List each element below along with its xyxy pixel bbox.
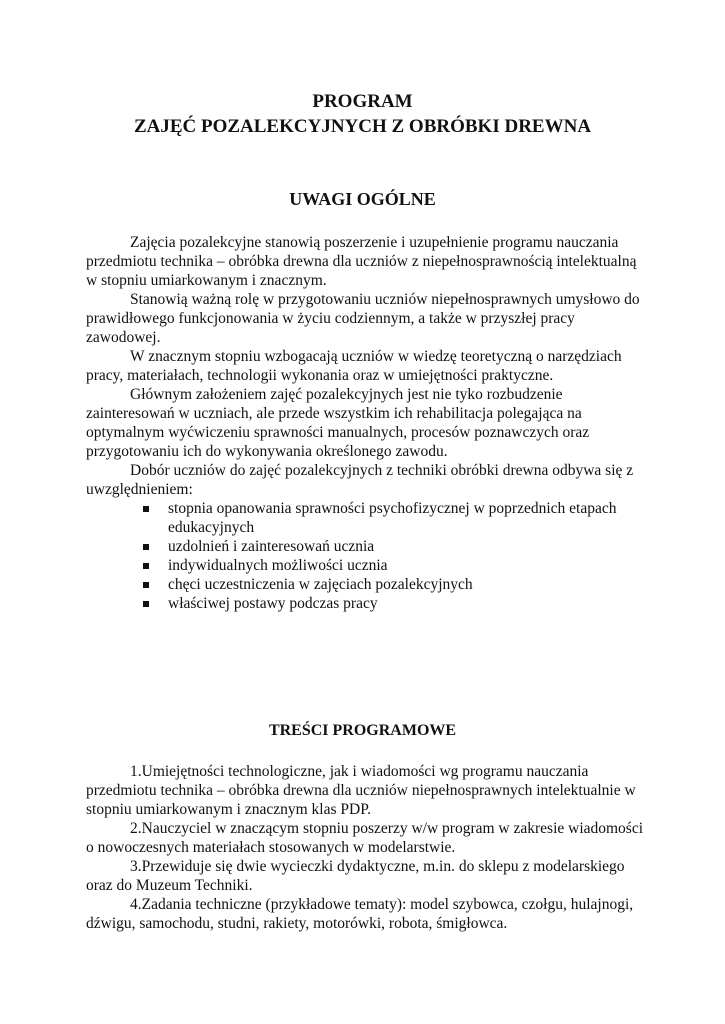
list-item xyxy=(86,499,646,537)
list-item xyxy=(86,556,646,575)
square-bullet-icon xyxy=(143,601,149,607)
square-bullet-icon xyxy=(143,506,149,512)
list-item xyxy=(86,575,646,594)
list-item-text: uzdolnień i zainteresowań ucznia xyxy=(168,538,375,555)
paragraph: Stanowią ważną rolę w przygotowaniu uczniów niepełnosprawnych umysłowo do prawidłowego funkcjonowania w życiu codziennym, a także w przyszłej pracy zawodowej. xyxy=(86,291,640,346)
square-bullet-icon xyxy=(143,563,149,569)
section-heading-uwagi-ogolne: UWAGI OGÓLNE xyxy=(289,189,436,209)
program-point: 3.Przewiduje się dwie wycieczki dydaktyczne, m.in. do sklepu z modelarskiego oraz do Muzeum Techniki. xyxy=(86,858,625,894)
title-line-2: ZAJĘĆ POZALEKCYJNYCH Z OBRÓBKI DREWNA xyxy=(133,116,592,137)
document-title xyxy=(0,89,725,139)
list-item-text: właściwej postawy podczas pracy xyxy=(168,595,378,612)
paragraph: Zajęcia pozalekcyjne stanowią poszerzenie i uzupełnienie programu nauczania przedmiotu technika – obróbka drewna dla uczniów z niepełnosprawnością intelektualną w stopniu umiarkowanym i znacznym. xyxy=(86,234,637,289)
square-bullet-icon xyxy=(143,544,149,550)
program-content-section xyxy=(86,762,646,933)
section-heading-tresci-programowe: TREŚCI PROGRAMOWE xyxy=(268,722,457,739)
list-item xyxy=(86,537,646,556)
list-item xyxy=(86,594,646,613)
criteria-list xyxy=(86,499,646,613)
title-line-1: PROGRAM xyxy=(312,91,413,112)
paragraph: Dobór uczniów do zajęć pozalekcyjnych z techniki obróbki drewna odbywa się z uwzględnieniem: xyxy=(86,462,634,498)
program-point: 2.Nauczyciel w znaczącym stopniu poszerzy w/w program w zakresie wiadomości o nowoczesnych materiałach stosowanych w modelarstwie. xyxy=(86,820,644,856)
list-item-text: stopnia opanowania sprawności psychofizycznej w poprzednich etapach edukacyjnych xyxy=(168,500,617,536)
program-point: 1.Umiejętności technologiczne, jak i wiadomości wg programu nauczania przedmiotu technika – obróbka drewna dla uczniów niepełnosprawnych intelektualnie w stopniu umiarkowanym i znacznym klas PDP. xyxy=(86,763,636,818)
program-point: 4.Zadania techniczne (przykładowe tematy): model szybowca, czołgu, hulajnogi, dźwigu, samochodu, studni, rakiety, motorówki, robota, śmigłowca. xyxy=(86,896,634,932)
list-item-text: indywidualnych możliwości ucznia xyxy=(168,557,388,574)
list-item-text: chęci uczestniczenia w zajęciach pozalekcyjnych xyxy=(168,576,473,593)
general-remarks-section xyxy=(86,233,646,613)
paragraph: Głównym założeniem zajęć pozalekcyjnych jest nie tyko rozbudzenie zainteresowań w uczniach, ale przede wszystkim ich rehabilitacja polegająca na optymalnym wyćwiczeniu sprawności manualnych, procesów poznawczych oraz przygotowaniu ich do wykonywania określonego zawodu. xyxy=(86,386,590,460)
square-bullet-icon xyxy=(143,582,149,588)
paragraph: W znacznym stopniu wzbogacają uczniów w wiedzę teoretyczną o narzędziach pracy, materiałach, technologii wykonania oraz w umiejętności praktyczne. xyxy=(86,348,622,384)
